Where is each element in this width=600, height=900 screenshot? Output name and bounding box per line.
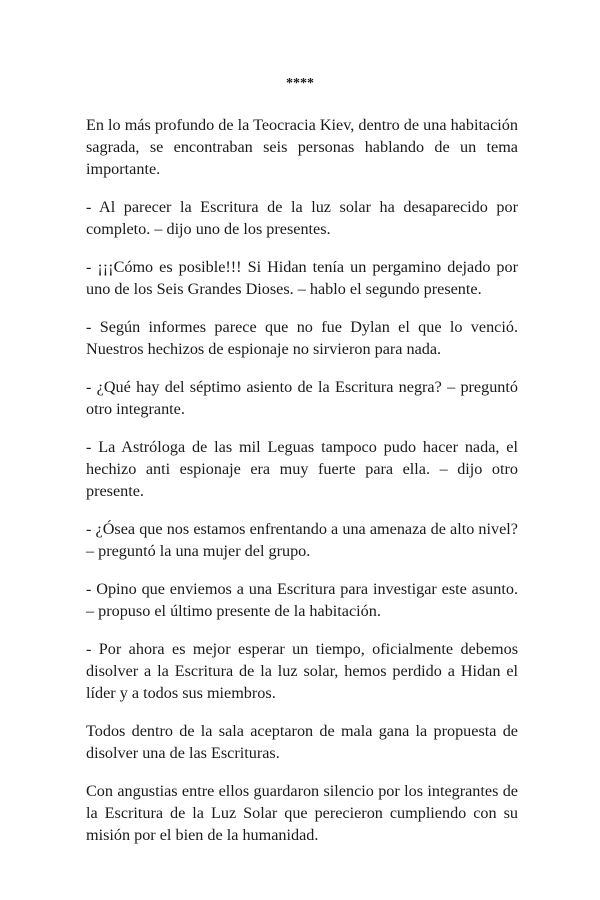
paragraph-11: Con angustias entre ellos guardaron silencio por los integrantes de la Escritura de la Luz Solar que perecieron cumpliendo con su misión por el bien de la humanidad. <box>86 782 518 844</box>
paragraph-3: - ¡¡¡Cómo es posible!!! Si Hidan tenía un pergamino dejado por uno de los Seis Grandes Dioses. – hablo el segundo presente. <box>86 258 518 298</box>
paragraph-9: - Por ahora es mejor esperar un tiempo, oficialmente debemos disolver a la Escritura de la luz solar, hemos perdido a Hidan el líder y a todos sus miembros. <box>86 640 518 702</box>
section-separator: **** <box>286 76 314 91</box>
paragraph-8: - Opino que enviemos a una Escritura para investigar este asunto. – propuso el último presente de la habitación. <box>86 580 518 620</box>
paragraph-10: Todos dentro de la sala aceptaron de mala gana la propuesta de disolver una de las Escrituras. <box>86 722 518 762</box>
paragraph-1: En lo más profundo de la Teocracia Kiev, dentro de una habitación sagrada, se encontraban seis personas hablando de un tema importante. <box>86 116 518 178</box>
paragraph-5: - ¿Qué hay del séptimo asiento de la Escritura negra? – preguntó otro integrante. <box>86 378 518 418</box>
paragraph-7: - ¿Ósea que nos estamos enfrentando a una amenaza de alto nivel? – preguntó la una mujer del grupo. <box>86 520 518 560</box>
paragraph-4: - Según informes parece que no fue Dylan el que lo venció. Nuestros hechizos de espionaje no sirvieron para nada. <box>86 318 518 358</box>
paragraph-2: - Al parecer la Escritura de la luz solar ha desaparecido por completo. – dijo uno de los presentes. <box>86 198 518 238</box>
page-body <box>86 114 518 862</box>
paragraph-6: - La Astróloga de las mil Leguas tampoco pudo hacer nada, el hechizo anti espionaje era muy fuerte para ella. – dijo otro presente. <box>86 438 518 500</box>
